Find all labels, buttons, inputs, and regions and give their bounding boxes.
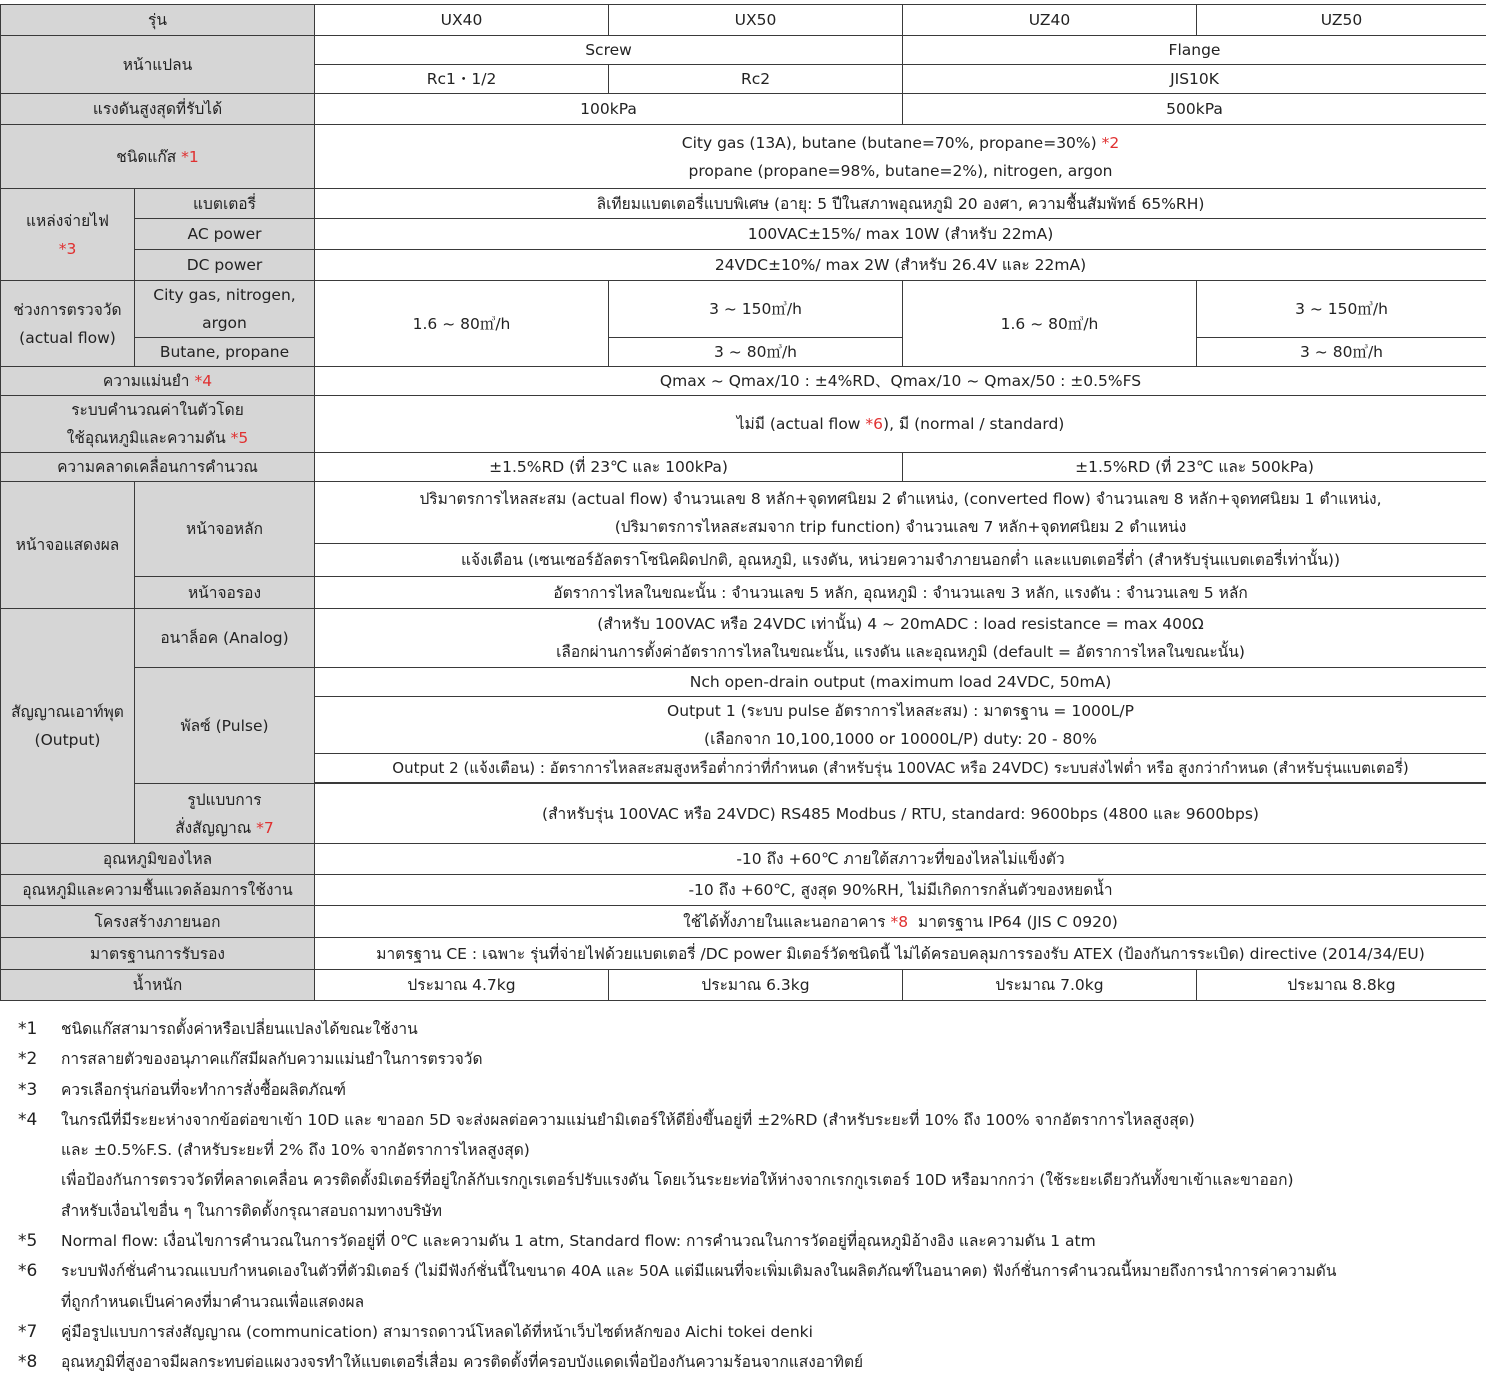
calc-error-uz: ±1.5%RD (ที่ 23℃ และ 500kPa) <box>903 453 1486 482</box>
main-display-line1: ปริมาตรการไหลสะสม (actual flow) จำนวนเลข 8 หลัก+จุดทศนิยม 2 ตำแหน่ง, (converted flow) จำนวนเลข 8 หลัก+จุดทศนิยม 1 ตำแหน่ง, <box>419 489 1382 508</box>
power-label-text: แหล่งจ่ายไฟ <box>26 211 109 230</box>
footnotes <box>18 1014 1478 1378</box>
range-label-1: ช่วงการตรวจวัด <box>13 300 122 319</box>
footnote-mark: *4 <box>18 1109 38 1130</box>
structure-value-b: มาตรฐาน IP64 (JIS C 0920) <box>918 912 1118 931</box>
range-uz50-city: 3 ~ 150㎥/h <box>1197 281 1486 338</box>
footnote-mark: *7 <box>18 1321 38 1342</box>
comm-label <box>135 784 315 844</box>
weight-uz40: ประมาณ 7.0kg <box>903 970 1197 1001</box>
connection-screw: Screw <box>315 36 903 65</box>
range-city-label-2: argon <box>202 314 247 332</box>
footnote-item <box>18 1317 1478 1347</box>
gas-type-label-text: ชนิดแก๊ส <box>116 147 177 166</box>
structure-value-a: ใช้ได้ทั้งภายในและนอกอาคาร <box>683 912 886 931</box>
display-label: หน้าจอแสดงผล <box>1 482 135 609</box>
model-header-label: รุ่น <box>1 5 315 36</box>
comm-label-1: รูปแบบการ <box>187 790 262 809</box>
pulse-label: พัลซ์ (Pulse) <box>135 668 315 784</box>
footnote-line: ระบบฟังก์ชั่นคำนวณแบบกำหนดเองในตัวที่ตัวมิเตอร์ (ไม่มีฟังก์ชั่นนี้ในขนาด 40A และ 50A แต่มีแผนที่จะเพิ่มเติมลงในผลิตภัณฑ์ในอนาคต) ฟังก์ชั่นการคำนวณนี้หมายถึงการนำการค่าความดัน <box>61 1262 1337 1281</box>
calc-error-label: ความคลาดเคลื่อนการคำนวณ <box>1 453 315 482</box>
note-ref-8: *8 <box>890 912 909 931</box>
connection-ux50: Rc2 <box>609 65 903 94</box>
main-display-label: หน้าจอหลัก <box>135 482 315 577</box>
max-pressure-ux: 100kPa <box>315 94 903 125</box>
footnote-text <box>61 1044 1478 1074</box>
structure-label: โครงสร้างภายนอก <box>1 906 315 938</box>
model-ux40: UX40 <box>315 5 609 36</box>
compensation-value-b: ), มี (normal / standard) <box>883 415 1065 433</box>
footnote-text <box>61 1075 1478 1105</box>
note-ref-7: *7 <box>256 818 274 837</box>
footnote-mark: *8 <box>18 1352 38 1373</box>
sub-display-label: หน้าจอรอง <box>135 577 315 609</box>
comm-label-2: สั่งสัญญาณ <box>175 818 252 837</box>
range-label-2: (actual flow) <box>19 328 116 347</box>
fluid-temp-label: อุณหภูมิของไหล <box>1 844 315 875</box>
ac-power-label: AC power <box>135 219 315 250</box>
connection-label: หน้าแปลน <box>1 36 315 94</box>
range-city-label <box>135 281 315 338</box>
range-uz50-butane: 3 ~ 80㎥/h <box>1197 338 1486 367</box>
footnote-text <box>61 1347 1478 1377</box>
max-pressure-label: แรงดันสูงสุดที่รับได้ <box>1 94 315 125</box>
compensation-value <box>315 396 1486 453</box>
pulse-line4: Output 2 (แจ้งเตือน) : อัตราการไหลสะสมสูงหรือต่ำกว่าที่กำหนด (สำหรับรุ่น 100VAC หรือ 24VDC) ระบบส่งไฟต่ำ หรือ สูงกว่ากำหนด (สำหรับรุ่นแบตเตอรี่) <box>315 754 1486 783</box>
output-label-2: (Output) <box>34 731 101 749</box>
pulse-line2: Output 1 (ระบบ pulse อัตราการไหลสะสม) : มาตรฐาน = 1000L/P <box>667 702 1134 720</box>
footnote-item <box>18 1044 1478 1074</box>
footnote-line: ในกรณีที่มีระยะห่างจากข้อต่อขาเข้า 10D และ ขาออก 5D จะส่งผลต่อความแม่นยำมิเตอร์ให้ดียิ่งขึ้นอยู่ที่ ±2%RD (สำหรับระยะที่ 10% ถึง 100% จากอัตราการไหลสูงสุด) <box>61 1110 1195 1129</box>
model-uz40: UZ40 <box>903 5 1197 36</box>
note-ref-5: *5 <box>230 429 249 447</box>
main-display-value <box>315 482 1486 544</box>
footnote-line: และ ±0.5%F.S. (สำหรับระยะที่ 2% ถึง 10% จากอัตราการไหลสูงสุด) <box>61 1141 530 1160</box>
range-ux50-butane: 3 ~ 80㎥/h <box>609 338 903 367</box>
footnote-text <box>61 1256 1478 1317</box>
footnote-mark: *1 <box>18 1019 38 1039</box>
note-ref-2: *2 <box>1101 133 1120 152</box>
certification-value: มาตรฐาน CE : เฉพาะ รุ่นที่จ่ายไฟด้วยแบตเตอรี่ /DC power มิเตอร์วัดชนิดนี้ ไม่ได้ครอบคลุมการรองรับ ATEX (ป้องกันการระเบิด) directive (2014/34/EU) <box>315 938 1486 970</box>
power-label <box>1 189 135 281</box>
footnote-line: เพื่อป้องกันการตรวจวัดที่คลาดเคลื่อน ควรติดตั้งมิเตอร์ที่อยู่ใกล้กับเรกกูเรเตอร์ปรับแรงดัน โดยเว้นระยะท่อให้ห่างจากเรกกูเรเตอร์ 10D หรือมากกว่า (ใช้ระยะเดียวกันทั้งขาเข้าและขาออก) <box>61 1171 1294 1190</box>
calc-error-ux: ±1.5%RD (ที่ 23℃ และ 100kPa) <box>315 453 903 482</box>
connection-uz: JIS10K <box>903 65 1486 94</box>
footnote-mark: *5 <box>18 1231 38 1252</box>
dc-power-value: 24VDC±10%/ max 2W (สำหรับ 26.4V และ 22mA) <box>315 250 1486 281</box>
compensation-label-1: ระบบคำนวณค่าในตัวโดย <box>71 401 244 419</box>
output-label <box>1 609 135 844</box>
footnote-line: ควรเลือกรุ่นก่อนที่จะทำการสั่งซื้อผลิตภัณฑ์ <box>61 1080 347 1099</box>
fluid-temp-value: -10 ถึง +60℃ ภายใต้สภาวะที่ของไหลไม่แข็งตัว <box>315 844 1486 875</box>
pulse-output1 <box>315 697 1486 754</box>
accuracy-label <box>1 367 315 396</box>
footnote-line: อุณหภูมิที่สูงอาจมีผลกระทบต่อแผงวงจรทำให้แบตเตอรี่เสื่อม ควรติดตั้งที่ครอบบังแดดเพื่อป้องกันความร้อนจากแสงอาทิตย์ <box>61 1353 864 1372</box>
range-city-label-1: City gas, nitrogen, <box>153 286 296 304</box>
comm-value: (สำหรับรุ่น 100VAC หรือ 24VDC) RS485 Modbus / RTU, standard: 9600bps (4800 และ 9600bps) <box>315 784 1486 844</box>
range-ux40: 1.6 ~ 80㎥/h <box>315 281 609 367</box>
footnote-mark: *3 <box>18 1079 38 1100</box>
pulse-line1: Nch open-drain output (maximum load 24VDC, 50mA) <box>315 668 1486 697</box>
ac-power-value: 100VAC±15%/ max 10W (สำหรับ 22mA) <box>315 219 1486 250</box>
compensation-value-a: ไม่มี (actual flow <box>736 415 861 433</box>
footnote-item <box>18 1105 1478 1226</box>
note-ref-3: *3 <box>58 239 77 258</box>
accuracy-label-text: ความแม่นยำ <box>102 372 190 390</box>
pulse-line3: (เลือกจาก 10,100,1000 or 10000L/P) duty: 20 - 80% <box>704 730 1098 748</box>
main-display-alert: แจ้งเตือน (เซนเซอร์อัลตราโซนิคผิดปกติ, อุณหภูมิ, แรงดัน, หน่วยความจำภายนอกต่ำ และแบตเตอรี่ต่ำ (สำหรับรุ่นแบตเตอรี่เท่านั้น)) <box>315 544 1486 577</box>
max-pressure-uz: 500kPa <box>903 94 1486 125</box>
footnote-mark: *6 <box>18 1261 38 1282</box>
analog-label: อนาล็อค (Analog) <box>135 609 315 668</box>
footnote-line: Normal flow: เงื่อนไขการคำนวณในการวัดอยู่ที่ 0℃ และความดัน 1 atm, Standard flow: การคำนวณในการวัดอยู่ที่อุณหภูมิอ้างอิง และความดัน 1 atm <box>61 1232 1096 1251</box>
range-butane-label: Butane, propane <box>135 338 315 367</box>
spec-table <box>0 4 1486 1001</box>
footnote-line: คู่มือรูปแบบการส่งสัญญาณ (communication) สามารถดาวน์โหลดได้ที่หน้าเว็บไซต์หลักของ Aichi tokei denki <box>61 1322 813 1341</box>
analog-value <box>315 609 1486 668</box>
weight-ux50: ประมาณ 6.3kg <box>609 970 903 1001</box>
output-label-1: สัญญาณเอาท์พุต <box>11 703 124 721</box>
certification-label: มาตรฐานการรับรอง <box>1 938 315 970</box>
dc-power-label: DC power <box>135 250 315 281</box>
footnote-line: สำหรับเงื่อนไขอื่น ๆ ในการติดตั้งกรุณาสอบถามทางบริษัท <box>61 1201 442 1220</box>
model-uz50: UZ50 <box>1197 5 1486 36</box>
gas-type-line1: City gas (13A), butane (butane=70%, propane=30%) <box>681 133 1097 152</box>
footnote-line: ที่ถูกกำหนดเป็นค่าคงที่มาคำนวณเพื่อแสดงผล <box>61 1292 365 1311</box>
footnote-line: ชนิดแก๊สสามารถตั้งค่าหรือเปลี่ยนแปลงได้ขณะใช้งาน <box>61 1020 418 1038</box>
structure-value <box>315 906 1486 938</box>
footnote-item <box>18 1226 1478 1256</box>
footnote-line: การสลายตัวของอนุภาคแก๊สมีผลกับความแม่นยำในการตรวจวัด <box>61 1050 483 1069</box>
main-display-line2: (ปริมาตรการไหลสะสมจาก trip function) จำนวนเลข 7 หลัก+จุดทศนิยม 2 ตำแหน่ง <box>614 517 1187 536</box>
connection-ux40: Rc1・1/2 <box>315 65 609 94</box>
accuracy-value: Qmax ~ Qmax/10 : ±4%RD、Qmax/10 ~ Qmax/50 : ±0.5%FS <box>315 367 1486 396</box>
battery-value: ลิเทียมแบตเตอรี่แบบพิเศษ (อายุ: 5 ปีในสภาพอุณหภูมิ 20 องศา, ความชื้นสัมพัทธ์ 65%RH) <box>315 189 1486 219</box>
footnote-item <box>18 1256 1478 1317</box>
range-uz40: 1.6 ~ 80㎥/h <box>903 281 1197 367</box>
gas-type-line2: propane (propane=98%, butane=2%), nitrogen, argon <box>688 161 1113 180</box>
ambient-value: -10 ถึง +60℃, สูงสุด 90%RH, ไม่มีเกิดการกลั่นตัวของหยดน้ำ <box>315 875 1486 906</box>
footnote-text <box>61 1226 1478 1256</box>
compensation-label-2: ใช้อุณหภูมิและความดัน <box>66 429 226 447</box>
compensation-label <box>1 396 315 453</box>
footnote-item <box>18 1014 1478 1044</box>
analog-line1: (สำหรับ 100VAC หรือ 24VDC เท่านั้น) 4 ~ 20mADC : load resistance = max 400Ω <box>597 615 1204 633</box>
note-ref-1: *1 <box>181 147 199 166</box>
gas-type-value <box>315 125 1486 189</box>
model-ux50: UX50 <box>609 5 903 36</box>
weight-label: น้ำหนัก <box>1 970 315 1001</box>
connection-flange: Flange <box>903 36 1486 65</box>
weight-ux40: ประมาณ 4.7kg <box>315 970 609 1001</box>
footnote-mark: *2 <box>18 1049 38 1070</box>
note-ref-4: *4 <box>194 372 213 390</box>
gas-type-label <box>1 125 315 189</box>
footnote-text <box>61 1317 1478 1347</box>
sub-display-value: อัตราการไหลในขณะนั้น : จำนวนเลข 5 หลัก, อุณหภูมิ : จำนวนเลข 3 หลัก, แรงดัน : จำนวนเลข 5 หลัก <box>315 577 1486 609</box>
weight-uz50: ประมาณ 8.8kg <box>1197 970 1486 1001</box>
range-ux50-city: 3 ~ 150㎥/h <box>609 281 903 338</box>
footnote-item <box>18 1075 1478 1105</box>
ambient-label: อุณหภูมิและความชื้นแวดล้อมการใช้งาน <box>1 875 315 906</box>
analog-line2: เลือกผ่านการตั้งค่าอัตราการไหลในขณะนั้น, แรงดัน และอุณหภูมิ (default = อัตราการไหลในขณะนั้น) <box>556 643 1245 661</box>
footnote-item <box>18 1347 1478 1377</box>
battery-label: แบตเตอรี่ <box>135 189 315 219</box>
footnote-text <box>61 1014 1478 1044</box>
note-ref-6: *6 <box>865 415 884 433</box>
range-label <box>1 281 135 367</box>
footnote-text <box>61 1105 1478 1226</box>
